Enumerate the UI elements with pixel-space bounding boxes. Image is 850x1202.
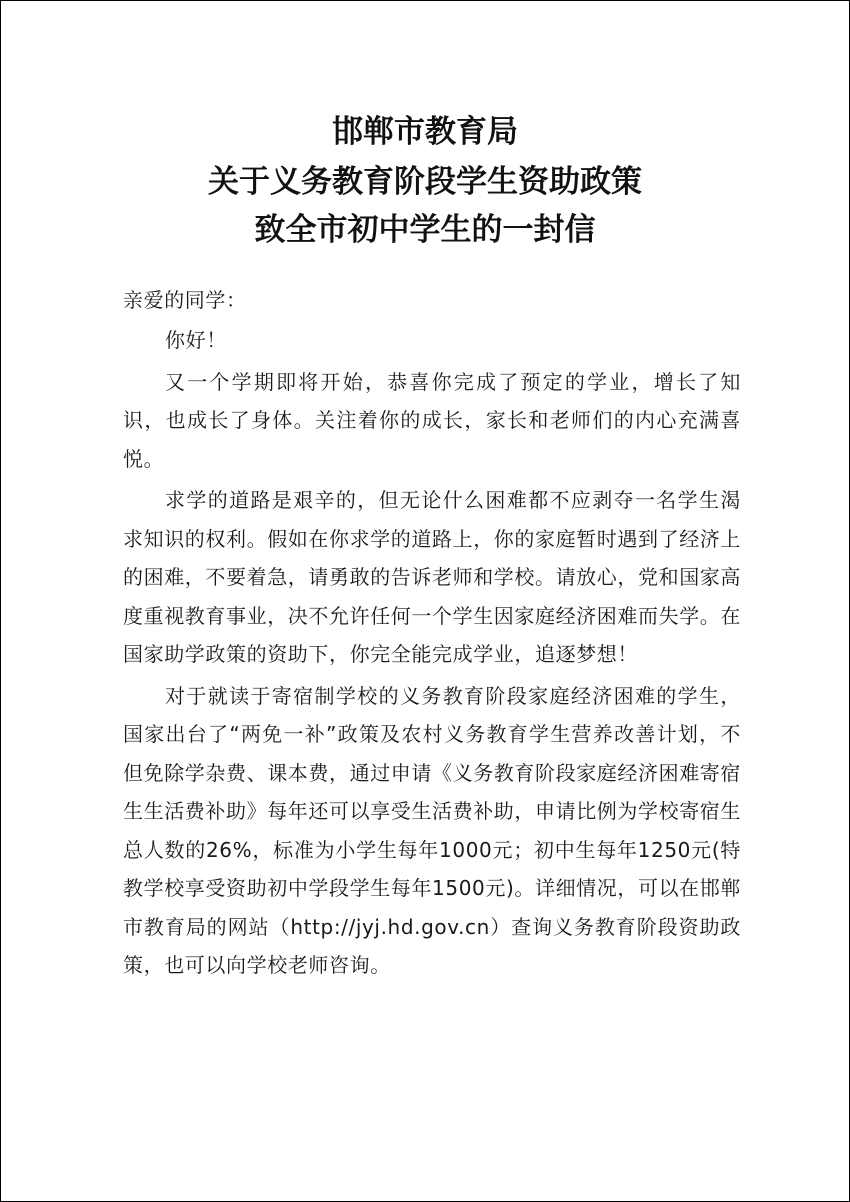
title-audience: 致全市初中学生的一封信 xyxy=(254,212,596,248)
title-subject: 关于义务教育阶段学生资助政策 xyxy=(208,164,642,200)
title-issuer: 邯郸市教育局 xyxy=(332,114,518,150)
paragraph-greeting: 你好！ xyxy=(165,328,227,352)
letter-body xyxy=(123,321,741,988)
paragraph-encouragement: 求学的道路是艰辛的，但无论什么困难都不应剥夺一名学生渴求知识的权利。假如在你求学的道路上，你的家庭暂时遇到了经济上的困难，不要着急，请勇敢的告诉老师和学校。请放心，党和国家高度重视教育事业，决不允许任何一个学生因家庭经济困难而失学。在国家助学政策的资助下，你完全能完成学业，追逐梦想！ xyxy=(123,488,741,666)
paragraph-congratulations: 又一个学期即将开始，恭喜你完成了预定的学业，增长了知识，也成长了身体。关注着你的成长，家长和老师们的内心充满喜悦。 xyxy=(123,369,741,471)
salutation: 亲爱的同学： xyxy=(123,288,247,312)
paragraph-policy: 对于就读于寄宿制学校的义务教育阶段家庭经济困难的学生，国家出台了“两免一补”政策及农村义务教育学生营养改善计划，不但免除学杂费、课本费，通过申请《义务教育阶段家庭经济困难寄宿生生活费补助》每年还可以享受生活费补助，申请比例为学校寄宿生总人数的26%，标准为小学生每年1000元；初中生每年1250元(特教学校享受资助初中学段学生每年1500元)。详细情况，可以在邯郸市教育局的网站（http://jyj.hd.gov.cn）查询义务教育阶段资助政策，也可以向学校老师咨询。 xyxy=(123,683,741,977)
